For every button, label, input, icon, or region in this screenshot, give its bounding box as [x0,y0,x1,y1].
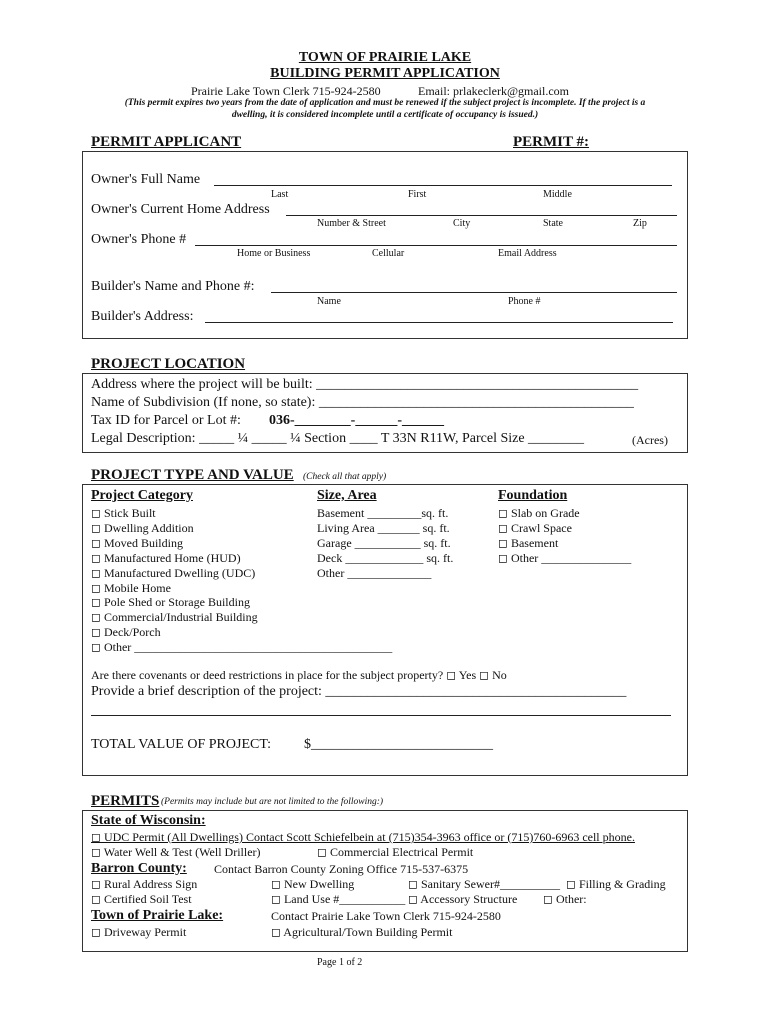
checkbox-land-use[interactable]: ◻ Land Use #___________ [271,892,406,906]
living-area-field[interactable]: Living Area _______ sq. ft. [317,520,450,535]
other-size-field[interactable]: Other ______________ [317,565,432,580]
permits-heading-note: (Permits may include but are not limited to the following:) [161,797,384,807]
deck-size-field[interactable]: Deck _____________ sq. ft. [317,550,454,565]
garage-size-field[interactable]: Garage ___________ sq. ft. [317,535,451,550]
permit-number-label: PERMIT #: [513,134,589,150]
builder-name-field[interactable] [271,292,677,293]
expiry-note-line2: dwelling, it is considered incomplete until a certificate of occupancy is issued.) [231,110,539,120]
project-heading: PROJECT TYPE AND VALUE [91,467,294,483]
owner-name-field[interactable] [214,185,672,186]
checkbox-other-foundation[interactable]: ◻ Other _______________ [498,550,632,565]
owner-phone-label: Owner's Phone # [91,232,187,247]
checkbox-soil-test[interactable]: ◻ Certified Soil Test [91,892,192,906]
county-contact: Contact Barron County Zoning Office 715-537-6375 [214,862,469,876]
total-value-label: TOTAL VALUE OF PROJECT: [91,737,272,752]
checkbox-manufactured-dwelling[interactable]: ◻ Manufactured Dwelling (UDC) [91,565,256,580]
tax-id-field[interactable]: 036-________-______-______ [269,413,444,428]
sub-state: State [543,218,563,229]
title-town: TOWN OF PRAIRIE LAKE [298,50,472,65]
checkbox-moved-building[interactable]: ◻ Moved Building [91,535,183,550]
checkbox-agricultural-building[interactable]: ◻ Agricultural/Town Building Permit [271,925,453,939]
checkbox-new-dwelling[interactable]: ◻ New Dwelling [271,877,355,891]
town-heading: Town of Prairie Lake: [91,908,224,923]
checkbox-basement[interactable]: ◻ Basement [498,535,559,550]
project-address-field[interactable]: Address where the project will be built: ______________________________________________ [91,377,639,392]
description-field[interactable]: Provide a brief description of the project: ___________________________________________ [91,684,627,699]
description-field-line2[interactable] [91,715,671,716]
tax-id-label: Tax ID for Parcel or Lot #: [91,413,241,428]
foundation-heading: Foundation [498,488,568,503]
category-heading: Project Category [91,488,193,503]
checkbox-pole-shed[interactable]: ◻ Pole Shed or Storage Building [91,595,250,610]
checkbox-stick-built[interactable]: ◻ Stick Built [91,506,156,520]
title-form: BUILDING PERMIT APPLICATION [270,66,500,81]
checkbox-other-category[interactable]: ◻ Other ___________________________________________ [91,640,393,655]
applicant-heading: PERMIT APPLICANT [91,134,242,150]
checkbox-slab[interactable]: ◻ Slab on Grade [498,506,580,520]
checkbox-driveway[interactable]: ◻ Driveway Permit [91,925,187,939]
town-contact: Contact Prairie Lake Town Clerk 715-924-2580 [271,909,501,923]
checkbox-mobile-home[interactable]: ◻ Mobile Home [91,580,171,595]
checkbox-udc-permit[interactable]: ◻ UDC Permit (All Dwellings) Contact Scott Schiefelbein at (715)354-3963 office or (715)760-6963 cell phone. [91,830,635,844]
expiry-note-line1: (This permit expires two years from the date of application and must be renewed if the subject project is incomplete. If the project is a [124,98,646,108]
sub-cellular: Cellular [372,248,405,259]
subdivision-field[interactable]: Name of Subdivision (If none, so state): _____________________________________________ [91,395,634,410]
size-list [317,506,453,581]
checkbox-manufactured-home[interactable]: ◻ Manufactured Home (HUD) [91,550,241,565]
sub-email: Email Address [498,248,557,259]
legal-description-field[interactable]: Legal Description: _____ ¼ _____ ¼ Section ____ T 33N R11W, Parcel Size ________ [91,431,585,446]
owner-address-field[interactable] [286,215,677,216]
sub-street: Number & Street [317,218,386,229]
checkbox-deck-porch[interactable]: ◻ Deck/Porch [91,625,161,640]
checkbox-dwelling-addition[interactable]: ◻ Dwelling Addition [91,520,194,535]
sub-home: Home or Business [237,248,311,259]
checkbox-commercial-electrical[interactable]: ◻ Commercial Electrical Permit [317,845,474,859]
page-number: Page 1 of 2 [317,957,363,968]
checkbox-commercial-industrial[interactable]: ◻ Commercial/Industrial Building [91,610,258,625]
total-value-field[interactable]: $__________________________ [304,737,493,752]
size-heading: Size, Area [317,488,377,503]
owner-name-label: Owner's Full Name [91,172,201,187]
owner-address-label: Owner's Current Home Address [91,202,270,217]
foundation-list [498,506,631,566]
sub-city: City [453,218,471,229]
location-heading: PROJECT LOCATION [91,356,246,372]
sub-last: Last [271,189,289,200]
project-heading-note: (Check all that apply) [303,472,387,482]
covenants-question[interactable]: Are there covenants or deed restrictions in place for the subject property? ◻ Yes ◻ No [91,668,507,682]
checkbox-crawl-space[interactable]: ◻ Crawl Space [498,520,572,535]
state-heading: State of Wisconsin: [91,813,206,828]
builder-name-label: Builder's Name and Phone #: [91,279,255,294]
builder-address-label: Builder's Address: [91,309,194,324]
builder-address-field[interactable] [205,322,673,323]
acres-unit: (Acres) [632,433,668,447]
sub-middle: Middle [543,189,572,200]
checkbox-accessory-structure[interactable]: ◻ Accessory Structure [408,892,518,906]
checkbox-rural-address[interactable]: ◻ Rural Address Sign [91,877,198,891]
owner-phone-field[interactable] [195,245,677,246]
clerk-email: Email: prlakeclerk@gmail.com [418,84,569,98]
county-heading: Barron County: [91,861,187,876]
permits-heading: PERMITS [91,793,160,809]
checkbox-filling-grading[interactable]: ◻ Filling & Grading [566,877,666,891]
clerk-contact: Prairie Lake Town Clerk 715-924-2580 [191,84,381,98]
sub-builder-phone: Phone # [508,296,541,307]
checkbox-county-other[interactable]: ◻ Other: [543,892,587,906]
sub-zip: Zip [633,218,647,229]
basement-size-field[interactable]: Basement _________sq. ft. [317,506,449,520]
checkbox-water-well[interactable]: ◻ Water Well & Test (Well Driller) [91,845,261,859]
checkbox-sanitary-sewer[interactable]: ◻ Sanitary Sewer#__________ [408,877,560,891]
sub-builder-name: Name [317,296,341,307]
sub-first: First [408,189,427,200]
